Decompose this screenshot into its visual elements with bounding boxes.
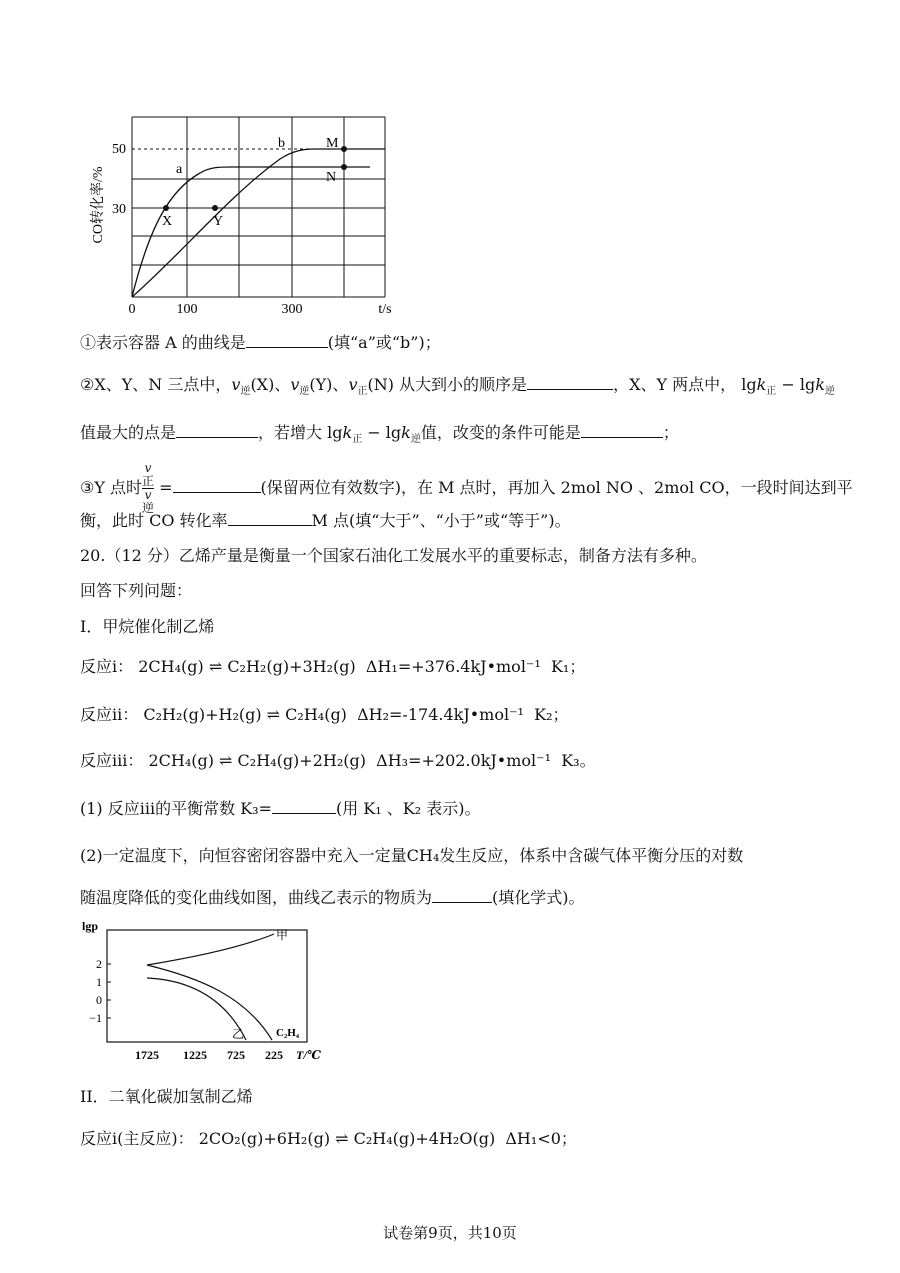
q19-part3b: 衡，此时 CO 转化率 M 点(填“大于”、“小于”或“等于”)。	[80, 511, 571, 530]
answer-blank[interactable]	[432, 888, 492, 903]
plot-frame	[107, 930, 307, 1042]
reaction-4: 反应i(主反应)： 2CO₂(g)+6H₂(g) ⇌ C₂H₄(g)+4H₂O(g) ΔH₁<0；	[80, 1129, 577, 1148]
xtick-100: 100	[176, 302, 198, 317]
reaction-3: 反应iii： 2CH₄(g) ⇌ C₂H₄(g)+2H₂(g) ΔH₃=+202.0kJ•mol⁻¹ K₃。	[80, 751, 596, 770]
label-jia: 甲	[276, 928, 289, 942]
label-n: N	[326, 170, 337, 185]
ytick-50: 50	[112, 142, 126, 157]
y-axis-label: CO转化率/%	[91, 166, 106, 244]
ytick-2: 2	[96, 957, 102, 971]
x-axis-label: t/s	[378, 302, 392, 317]
answer-blank[interactable]	[176, 423, 258, 438]
q20-title: 20.（12 分）乙烯产量是衡量一个国家石油化工发展水平的重要标志，制备方法有多种。	[80, 546, 707, 565]
q20-part1-heading: I．甲烷催化制乙烯	[80, 617, 215, 636]
reaction-2: 反应ii： C₂H₂(g)+H₂(g) ⇌ C₂H₄(g) ΔH₂=-174.4kJ•mol⁻¹ K₂；	[80, 705, 569, 724]
xtick-300: 300	[281, 302, 303, 317]
ytick-0: 0	[96, 993, 102, 1007]
label-m: M	[326, 136, 339, 151]
xtick-225: 225	[265, 1048, 283, 1062]
label-y: Y	[213, 214, 224, 229]
ytick-neg1: −1	[89, 1011, 102, 1025]
ytick-30: 30	[112, 202, 126, 217]
q19-part3a: ③Y 点时 v 正 v 逆 = (保留两位有效数字)，在 M 点时，再加入 2mol NO 、2mol CO，一段时间达到平	[80, 461, 853, 515]
grid	[132, 117, 385, 297]
label-b: b	[278, 136, 285, 151]
point-n	[341, 164, 347, 170]
q20-sub1: (1) 反应iii的平衡常数 K₃= (用 K₁ 、K₂ 表示)。	[80, 799, 481, 818]
y-axis-label: lgp	[82, 919, 99, 933]
reaction-1: 反应i： 2CH₄(g) ⇌ C₂H₂(g)+3H₂(g) ΔH₁=+376.4kJ•mol⁻¹ K₁；	[80, 657, 586, 676]
co-conversion-chart	[80, 105, 410, 325]
label-c2h4: C₂H₄	[276, 1027, 300, 1039]
answer-blank[interactable]	[527, 375, 613, 390]
lgp-temperature-chart	[80, 918, 330, 1068]
answer-blank[interactable]	[581, 423, 663, 438]
page-footer: 试卷第9页，共10页	[383, 1224, 517, 1242]
xtick-725: 725	[227, 1048, 245, 1062]
curve-c2h4	[147, 965, 272, 1040]
q20-intro: 回答下列问题：	[80, 581, 193, 600]
label-a: a	[176, 162, 183, 177]
answer-blank[interactable]	[228, 511, 312, 526]
point-y	[212, 205, 218, 211]
point-m	[341, 146, 347, 152]
q20-part2-heading: II．二氧化碳加氢制乙烯	[80, 1087, 253, 1106]
q20-sub2b: 随温度降低的变化曲线如图，曲线乙表示的物质为 (填化学式)。	[80, 888, 585, 907]
xtick-0: 0	[128, 302, 136, 317]
xtick-1725: 1725	[135, 1048, 159, 1062]
point-x	[163, 205, 169, 211]
answer-blank[interactable]	[173, 478, 261, 493]
ytick-1: 1	[96, 975, 102, 989]
answer-blank[interactable]	[272, 799, 336, 814]
curve-jia	[147, 934, 274, 965]
curve-a	[132, 167, 370, 297]
q20-sub2a: (2)一定温度下，向恒容密闭容器中充入一定量CH₄发生反应，体系中含碳气体平衡分压的对数	[80, 846, 744, 865]
answer-blank[interactable]	[246, 333, 328, 348]
q19-part1: ①表示容器 A 的曲线是 (填“a”或“b”)；	[80, 333, 441, 352]
q19-part2a: ②X、Y、N 三点中，$v_逆(X)$、$v_逆(Y)$、$v_正(N)$ 从大到小的顺序是 ，X、Y 两点中， lgk$_正$ − lgk$_逆$	[80, 375, 835, 398]
xtick-1225: 1225	[183, 1048, 207, 1062]
x-axis-label: T/℃	[296, 1048, 322, 1062]
q19-part2b: 值最大的点是 ，若增大 lgk$_正$ − lgk$_逆$值，改变的条件可能是 ；	[80, 423, 679, 446]
label-yi: 乙	[232, 1027, 245, 1041]
label-x: X	[162, 214, 173, 229]
